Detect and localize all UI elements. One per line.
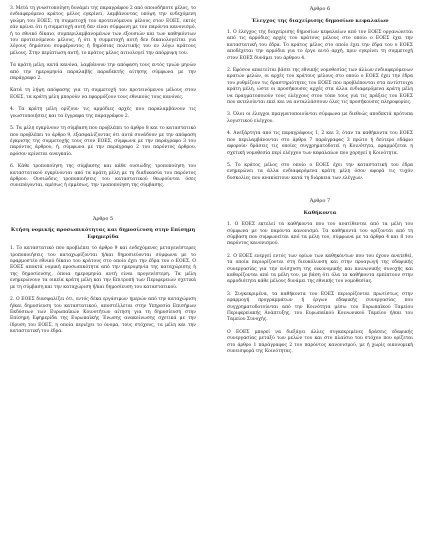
article-5-paragraph-1: 1. Το καταστατικό που προβλέπει το άρθρο 9 και ενδεχόμενες μεταγενέστερες τροποποιήσεις του καταχωρίζονται ή/και δημοσιεύονται σύμφωνα με το εφαρμοστέο εθνικό δίκαιο του κράτους στο οποίο έχει την έδρα του ο ΕΟΕΣ. Ο ΕΟΕΣ αποκτά νομική προσωπικότητα από την ημερομηνία της καταχώρισης ή της δημοσίευσης, όποια ημερομηνία αυτή είναι προγενέστερη. Τα μέλη ενημερώνουν τα οικεία κράτη μέλη και την Επιτροπή των Περιφερειών σχετικά με τη σύμβαση και την καταχώριση ή/και δημοσίευση του καταστατικού. (10, 246, 196, 290)
paragraph-decision: Κατά τη λήψη απόφασης για τη συμμετοχή του προτεινόμενου μέλους στον ΕΟΕΣ, τα κράτη μέλη μπορούν να εφαρμόζουν τους εθνικούς τους κανόνες. (10, 88, 196, 100)
article-5-title: Κτήση νομικής προσωπικότητας και δημοσίευση στην Επίσημη Εφημερίδα (10, 227, 196, 240)
paragraph-5: 5. Τα μέλη εγκρίνουν τη σύμβαση που προβλέπει το άρθρο 8 και το καταστατικό που προβλέπει το άρθρο 9, εξασφαλίζοντας ότι αυτά συνάδουν με την απόφαση έγκρισης της συμμετοχής τους στον ΕΟΕΣ, σύμφωνα με την παράγραφο 3 του παρόντος άρθρου, ή, σύμφωνα με την παράγραφο 2 του παρόντος άρθρου, εφόσον κρίνεται αναγκαίο. (10, 126, 196, 157)
article-7-paragraph-4: Ο ΕΟΕΣ μπορεί να διεξάγει άλλες συγκεκριμένες δράσεις εδαφικής συνεργασίας μεταξύ των μελών του και στο πλαίσιο του στόχου που ορίζεται στο άρθρο 1 παράγραφος 2 του παρόντος κανονισμού, με ή χωρίς οικονομική συνεισφορά της Κοινότητας. (227, 329, 413, 355)
paragraph-member-states: Τα κράτη μέλη, κατά κανόνα, λαμβάνουν την απόφαση τους εντός τριών μηνών από την ημερομηνία παραλαβής παραδεκτής αίτησης σύμφωνα με την παράγραφο 2. (10, 63, 196, 82)
article-7-title: Καθήκοντα (303, 209, 337, 216)
right-column (227, 6, 413, 361)
paragraph-4: 4. Τα κράτη μέλη ορίζουν τις αρμόδιες αρχές που παραλαμβάνουν τις γνωστοποιήσεις και τα έγγραφα της παραγράφου 2. (10, 107, 196, 119)
article-7-paragraph-3: 3. Συγκεκριμένα, τα καθήκοντα του ΕΟΕΣ περιορίζονται πρωτίστως στην εφαρμογή προγραμμάτων ή έργων εδαφικής συνεργασίας που συγχρηματοδοτούνται από την Κοινότητα μέσω του Ευρωπαϊκού Ταμείου Περιφερειακής Ανάπτυξης, του Ευρωπαϊκού Κοινωνικού Ταμείου ή/και του Ταμείου Συνοχής. (227, 291, 413, 323)
article-7-paragraph-2: 2. Ο ΕΟΕΣ ενεργεί εντός των ορίων των καθηκόντων που του έχουν ανατεθεί, τα οποία περιορίζονται στη διευκόλυνση και στην προαγωγή της εδαφικής συνεργασίας για την ενίσχυση της οικονομικής και κοινωνικής συνοχής και καθορίζονται από τα μέλη του, με βάση ότι όλα τα καθήκοντα εμπίπτουν στην αρμοδιότητα κάθε μέλους δυνάμει της εθνικής του νομοθεσίας. (227, 253, 413, 285)
left-column (10, 6, 196, 342)
article-7-label: Άρθρο 7 (309, 198, 331, 205)
article-6-paragraph-4: 4. Ανεξάρτητα από τις παραγράφους 1, 2 και 3, όταν τα καθήκοντα του ΕΟΕΣ που περιλαμβάνονται στο άρθρο 7 παράγραφος 3 πρώτο ή δεύτερο εδάφιο αφορούν δράσεις τις οποίες συγχρηματοδοτεί η Κοινότητα, εφαρμόζεται η σχετική νομοθεσία περί ελέγχου των κεφαλαίων που χορηγεί η Κοινότητα. (227, 131, 413, 156)
article-6-paragraph-3: 3. Όλοι οι έλεγχοι πραγματοποιούνται σύμφωνα με διεθνώς αποδεκτά πρότυπα λογιστικού ελέγχου. (227, 112, 413, 124)
article-5-label: Άρθρο 5 (92, 215, 114, 222)
article-6-label: Άρθρο 6 (309, 6, 331, 12)
article-5-paragraph-2: 2. Ο ΕΟΕΣ διασφαλίζει ότι, εντός δέκα εργάσιμων ημερών από την καταχώριση ή/και δημοσίευση του καταστατικού, αποστέλλεται στην Υπηρεσία Επισήμων Εκδόσεων των Ευρωπαϊκών Κοινοτήτων αίτηση για τη δημοσίευση στην Επίσημη Εφημερίδα της Ευρωπαϊκής Ένωσης ανακοίνωσης σχετικά με την ίδρυση του ΕΟΕΣ, η οποία περιέχει το όνομα, τους στόχους, τα μέλη και την καταστατική του έδρα. (10, 297, 196, 335)
article-6-paragraph-2: 2. Εφόσον απαιτείται βάσει της εθνικής νομοθεσίας των άλλων ενδιαφερόμενων κρατών μελών, οι αρχές του κράτους μέλους στο οποίο ο ΕΟΕΣ έχει την έδρα του ρυθμίζουν τις δραστηριότητες του ΕΟΕΣ που προβλέπονται στα αντίστοιχα κράτη μέλη, ώστε οι προσήκουσες αρχές στα άλλα ενδιαφερόμενα κράτη μέλη να πραγματοποιούν τους ελέγχους στον τόπο τους για τις πράξεις του ΕΟΕΣ που εκτελούνται εκεί και να ανταλλάσσουν όλες τις προσήκουσες πληροφορίες. (227, 68, 413, 106)
paragraph-3: 3. Μετά τη γνωστοποίηση δυνάμει της παραγράφου 2 από οποιοδήποτε μέλος, το ενδιαφερόμενο κράτος μέλος εγκρίνει, λαμβάνοντας υπόψη την ενδεχόμενη γνώμη του ΕΟΕΣ, τη συμμετοχή του προτεινόμενου μέλους στον ΕΟΕΣ, εκτός εάν κρίνει ότι η συμμετοχή αυτή δεν είναι σύμφωνη με τον παρόντα κανονισμό, ή το εθνικό δίκαιο, συμπεριλαμβανομένων των εξουσιών και των καθηκόντων του προτεινόμενου μέλους, ή ότι η συμμετοχή αυτή δεν δικαιολογείται για λόγους δημόσιου συμφέροντος ή δημόσιας πολιτικής του εν λόγω κράτους μέλους. Στην περίπτωση αυτή, το κράτος μέλος αιτιολογεί την απόρριψη του. (10, 6, 196, 56)
paragraph-6: 6. Κάθε τροποποίηση της σύμβασης και κάθε ουσιώδης τροποποίηση του καταστατικού εγκρίνονται από τα κράτη μέλη με τη διαδικασία του παρόντος άρθρου. Ουσιώδεις τροποποιήσεις του καταστατικού θεωρούνται όσες συνεπάγονται, αμέσως ή εμμέσως, την τροποποίηση της σύμβασης. (10, 164, 196, 189)
article-6-title: Έλεγχος της διαχείρισης δημοσίων κεφαλαίων (251, 17, 389, 24)
article-6-paragraph-1: 1. Ο έλεγχος της διαχείρισης δημοσίων κεφαλαίων από τον ΕΟΕΣ οργανώνεται από τις αρμόδιες αρχές του κράτους μέλους στο οποίο ο ΕΟΕΣ έχει την καταστατική του έδρα. Το κράτος μέλος στο οποίο έχει την έδρα του ο ΕΟΕΣ αποδέχεται την αρμόδια για το έργο αυτό αρχή, πριν εγκρίνει τη συμμετοχή στον ΕΟΕΣ δυνάμει του άρθρου 4. (227, 30, 413, 61)
article-7-paragraph-1: 1. Ο ΕΟΕΣ εκτελεί τα καθήκοντα που του ανατίθενται από τα μέλη του σύμφωνα με τον παρόντα κανονισμό. Τα καθήκοντά του ορίζονται από τη σύμβαση που συμφωνείται από τα μέλη του, σύμφωνα με τα άρθρα 4 και 8 του παρόντος κανονισμού. (227, 222, 413, 247)
article-6-paragraph-5: 5. Το κράτος μέλος στο οποίο ο ΕΟΕΣ έχει την καταστατική του έδρα ενημερώνει τα άλλα ενδιαφερόμενα κράτη μέλη όσον αφορά τις τυχόν δυσκολίες που ανακύπτουν κατά τη διάρκεια των ελέγχων. (227, 162, 413, 181)
